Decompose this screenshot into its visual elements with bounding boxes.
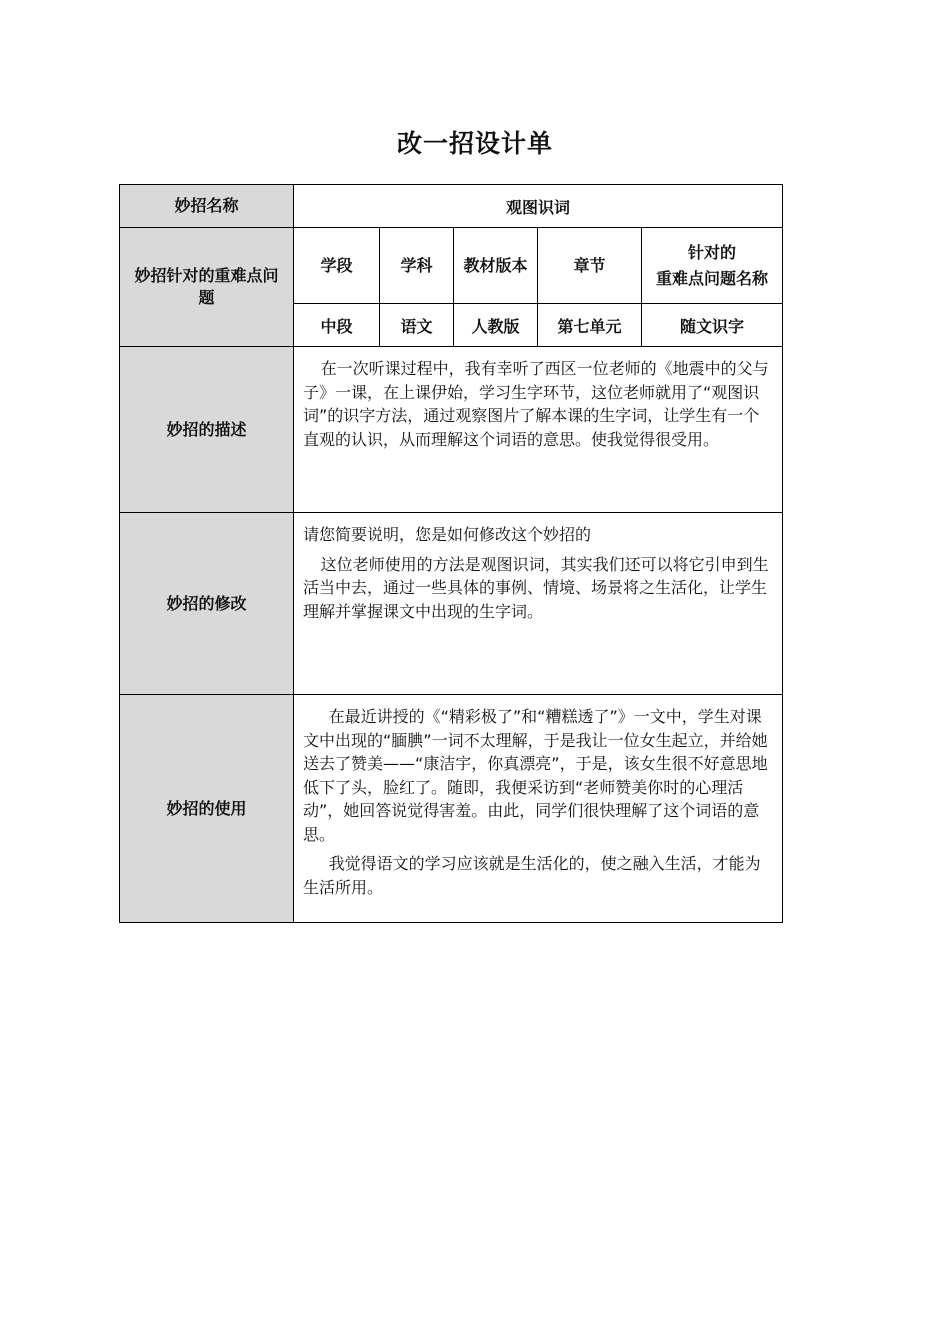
edition-header-text: 教材版本 xyxy=(463,255,528,275)
description-text: 在一次听课过程中，我有幸听了西区一位老师的《地震中的父与子》一课，在上课伊始，学习生字环节，这位老师就用了“观图识词”的识字方法，通过观察图片了解本课的生字词，让学生有一个直观的认识，从而理解这个词语的意思。使我觉得很受用。 xyxy=(303,359,769,449)
issue-header-line1: 针对的 xyxy=(688,242,737,262)
chapter-header-text: 章节 xyxy=(573,255,606,275)
modification-text: 这位老师使用的方法是观图识词，其实我们还可以将它引申到生活当中去，通过一些具体的事例、情境、场景将之生活化，让学生理解并掌握课文中出现的生字词。 xyxy=(303,554,769,621)
description-content xyxy=(294,347,783,513)
design-form-table xyxy=(119,184,783,923)
modification-content xyxy=(294,513,783,695)
target-label-cell xyxy=(120,228,294,347)
stage-value: 中段 xyxy=(294,304,380,347)
subject-header-text: 学科 xyxy=(400,255,433,275)
description-row xyxy=(120,347,783,513)
edition-header xyxy=(454,228,538,304)
name-label: 妙招名称 xyxy=(174,196,239,215)
usage-content xyxy=(294,695,783,923)
modification-row xyxy=(120,513,783,695)
modification-label-cell xyxy=(120,513,294,695)
description-label-cell xyxy=(120,347,294,513)
usage-row xyxy=(120,695,783,923)
edition-value: 人教版 xyxy=(454,304,538,347)
issue-header xyxy=(642,228,783,304)
name-label-cell xyxy=(120,185,294,228)
description-label: 妙招的描述 xyxy=(166,419,247,439)
chapter-value: 第七单元 xyxy=(538,304,642,347)
name-value-cell xyxy=(294,185,783,228)
page-title: 改一招设计单 xyxy=(396,129,553,158)
modification-label: 妙招的修改 xyxy=(166,593,247,613)
modification-prompt: 请您简要说明，您是如何修改这个妙招的 xyxy=(303,525,592,544)
stage-header xyxy=(294,228,380,304)
stage-header-text: 学段 xyxy=(320,255,353,275)
chapter-header xyxy=(538,228,642,304)
target-label: 妙招针对的重难点问题 xyxy=(134,266,279,307)
subject-header xyxy=(380,228,454,304)
subject-value: 语文 xyxy=(380,304,454,347)
issue-header-line2: 重难点问题名称 xyxy=(656,268,769,288)
usage-label: 妙招的使用 xyxy=(166,798,247,818)
usage-paragraph-1: 在最近讲授的《“精彩极了”和“糟糕透了”》一文中，学生对课文中出现的“腼腆”一词不太理解，于是我让一位女生起立，并给她送去了赞美——“康洁宇，你真漂亮”，于是，该女生很不好意思地低下了头，脸红了。随即，我便采访到“老师赞美你时的心理活动”，她回答说觉得害羞。由此，同学们很快理解了这个词语的意思。 xyxy=(303,707,768,844)
usage-paragraph-2: 我觉得语文的学习应该就是生活化的，使之融入生活，才能为生活所用。 xyxy=(303,854,761,897)
usage-label-cell xyxy=(120,695,294,923)
target-header-row xyxy=(120,228,783,304)
issue-value: 随文识字 xyxy=(642,304,783,347)
name-row xyxy=(120,185,783,228)
trick-name: 观图识词 xyxy=(506,197,571,217)
